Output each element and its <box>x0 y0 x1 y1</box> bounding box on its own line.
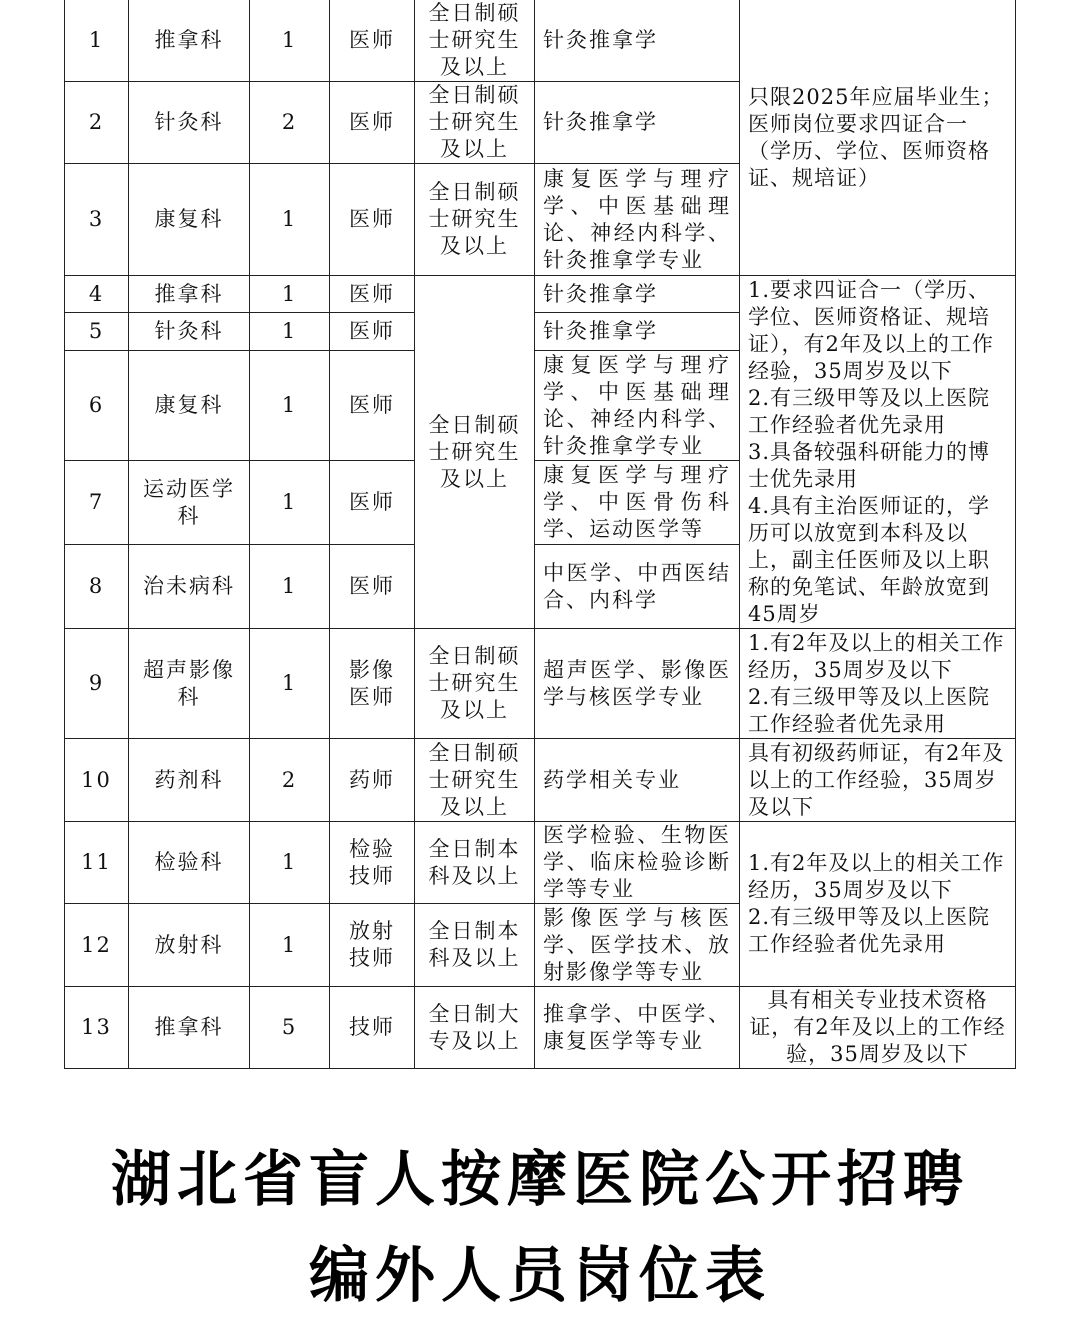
education: 全日制硕 士研究生 及以上 <box>415 739 535 822</box>
education: 全日制硕 士研究生 及以上 <box>415 276 535 629</box>
position: 医师 <box>330 82 415 164</box>
row-number: 10 <box>65 739 129 822</box>
major: 影像医学与核医学、医学技术、放射影像学等专业 <box>535 904 740 987</box>
education: 全日制本 科及以上 <box>415 822 535 904</box>
requirements: 具有相关专业技术资格证，有2年及以上的工作经验，35周岁及以下 <box>740 987 1016 1069</box>
headcount: 1 <box>250 461 330 545</box>
major: 中医学、中西医结合、内科学 <box>535 545 740 629</box>
table-row <box>65 276 1016 313</box>
position: 医师 <box>330 313 415 351</box>
department: 检验科 <box>129 822 250 904</box>
row-number: 3 <box>65 164 129 276</box>
department: 超声影像 科 <box>129 629 250 739</box>
row-number: 12 <box>65 904 129 987</box>
headcount: 2 <box>250 739 330 822</box>
position: 放射 技师 <box>330 904 415 987</box>
major: 医学检验、生物医学、临床检验诊断学等专业 <box>535 822 740 904</box>
major: 针灸推拿学 <box>535 82 740 164</box>
headcount: 1 <box>250 276 330 313</box>
row-number: 2 <box>65 82 129 164</box>
department: 康复科 <box>129 351 250 461</box>
department: 治未病科 <box>129 545 250 629</box>
major: 超声医学、影像医学与核医学专业 <box>535 629 740 739</box>
row-number: 6 <box>65 351 129 461</box>
department: 放射科 <box>129 904 250 987</box>
headcount: 1 <box>250 164 330 276</box>
headcount: 1 <box>250 629 330 739</box>
headcount: 5 <box>250 987 330 1069</box>
department: 针灸科 <box>129 313 250 351</box>
row-number: 7 <box>65 461 129 545</box>
position: 医师 <box>330 351 415 461</box>
headcount: 1 <box>250 822 330 904</box>
department: 推拿科 <box>129 987 250 1069</box>
table-row <box>65 739 1016 822</box>
requirements: 1.有2年及以上的相关工作经历，35周岁及以下 2.有三级甲等及以上医院工作经验者优先录用 <box>740 629 1016 739</box>
row-number: 4 <box>65 276 129 313</box>
position: 药师 <box>330 739 415 822</box>
department: 针灸科 <box>129 82 250 164</box>
requirements: 只限2025年应届毕业生；医师岗位要求四证合一（学历、学位、医师资格证、规培证） <box>740 0 1016 276</box>
major: 推拿学、中医学、康复医学等专业 <box>535 987 740 1069</box>
department: 康复科 <box>129 164 250 276</box>
row-number: 8 <box>65 545 129 629</box>
position: 医师 <box>330 0 415 82</box>
table-row <box>65 0 1016 82</box>
row-number: 13 <box>65 987 129 1069</box>
position: 检验 技师 <box>330 822 415 904</box>
headcount: 1 <box>250 0 330 82</box>
department: 推拿科 <box>129 276 250 313</box>
department: 推拿科 <box>129 0 250 82</box>
education: 全日制本 科及以上 <box>415 904 535 987</box>
education: 全日制硕 士研究生 及以上 <box>415 82 535 164</box>
department: 运动医学 科 <box>129 461 250 545</box>
major: 康复医学与理疗学、中医基础理论、神经内科学、针灸推拿学专业 <box>535 164 740 276</box>
headcount: 1 <box>250 904 330 987</box>
row-number: 11 <box>65 822 129 904</box>
positions-table <box>64 0 1016 1069</box>
major: 针灸推拿学 <box>535 313 740 351</box>
major: 药学相关专业 <box>535 739 740 822</box>
requirements: 1.要求四证合一（学历、学位、医师资格证、规培证），有2年及以上的工作经验，35周岁及以下 2.有三级甲等及以上医院工作经验者优先录用 3.具备较强科研能力的博士优先录用 4.具有主治医师证的，学历可以放宽到本科及以上，副主任医师及以上职称的免笔试、年龄放宽到45周岁 <box>740 276 1016 629</box>
education: 全日制硕 士研究生 及以上 <box>415 0 535 82</box>
headcount: 2 <box>250 82 330 164</box>
department: 药剂科 <box>129 739 250 822</box>
position: 医师 <box>330 545 415 629</box>
requirements: 1.有2年及以上的相关工作经历，35周岁及以下 2.有三级甲等及以上医院工作经验者优先录用 <box>740 822 1016 987</box>
headcount: 1 <box>250 313 330 351</box>
position: 影像 医师 <box>330 629 415 739</box>
position: 医师 <box>330 276 415 313</box>
row-number: 9 <box>65 629 129 739</box>
table-row <box>65 629 1016 739</box>
position: 医师 <box>330 461 415 545</box>
major: 针灸推拿学 <box>535 0 740 82</box>
table-row <box>65 822 1016 904</box>
education: 全日制大 专及以上 <box>415 987 535 1069</box>
page-title-line-1: 湖北省盲人按摩医院公开招聘 <box>111 1145 969 1215</box>
major: 针灸推拿学 <box>535 276 740 313</box>
position: 技师 <box>330 987 415 1069</box>
table-row <box>65 987 1016 1069</box>
headcount: 1 <box>250 545 330 629</box>
page-title-line-2: 编外人员岗位表 <box>309 1241 771 1311</box>
major: 康复医学与理疗学、中医骨伤科学、运动医学等 <box>535 461 740 545</box>
position: 医师 <box>330 164 415 276</box>
education: 全日制硕 士研究生 及以上 <box>415 164 535 276</box>
row-number: 1 <box>65 0 129 82</box>
major: 康复医学与理疗学、中医基础理论、神经内科学、针灸推拿学专业 <box>535 351 740 461</box>
row-number: 5 <box>65 313 129 351</box>
headcount: 1 <box>250 351 330 461</box>
requirements: 具有初级药师证，有2年及以上的工作经验，35周岁及以下 <box>740 739 1016 822</box>
education: 全日制硕 士研究生 及以上 <box>415 629 535 739</box>
